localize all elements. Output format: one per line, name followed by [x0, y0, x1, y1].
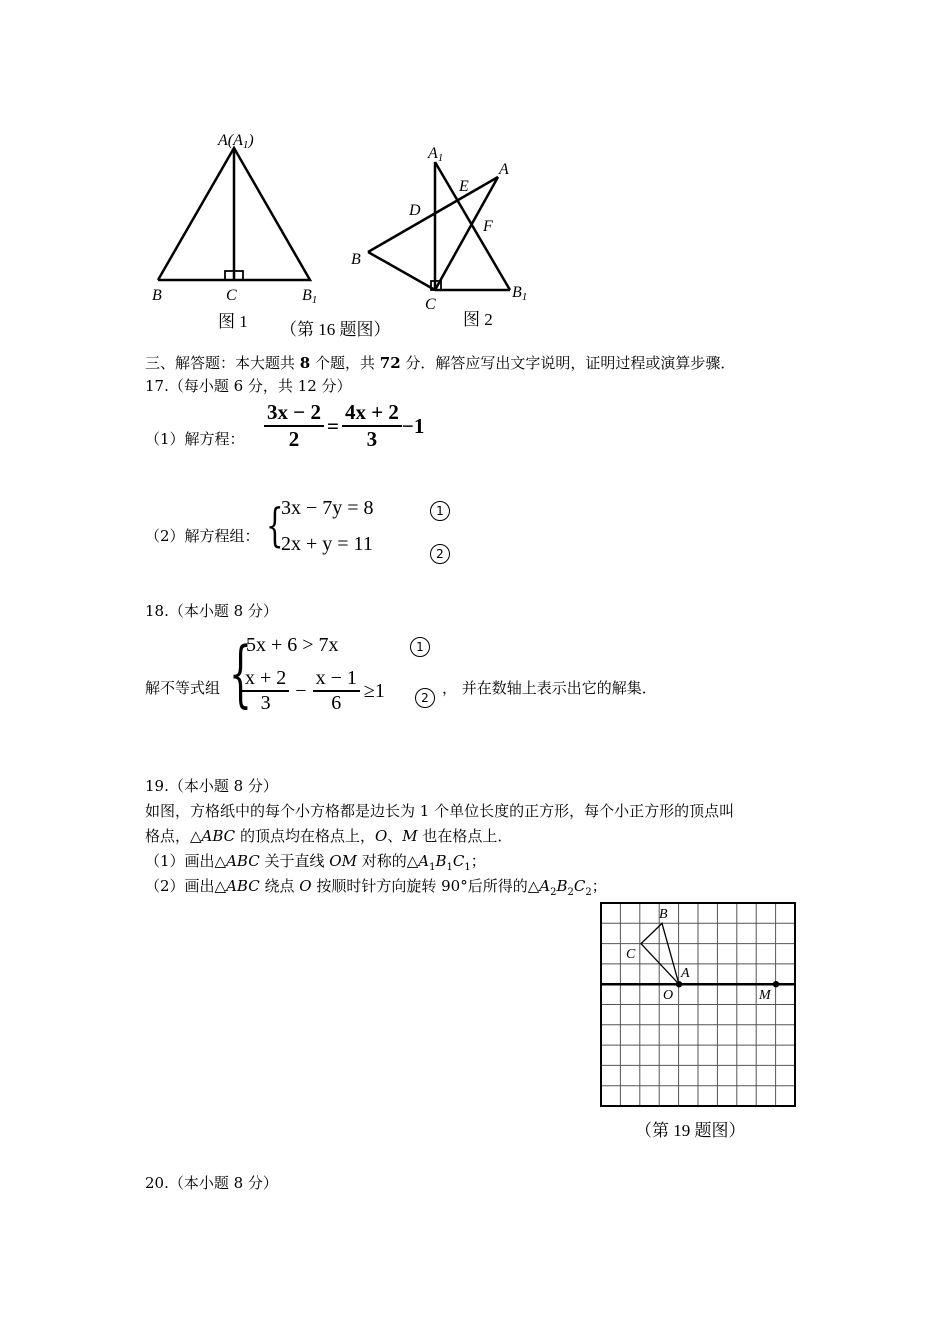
q19-line1: 如图，方格纸中的每个小方格都是边长为 1 个单位长度的正方形，每个小正方形的顶点叫 — [145, 802, 735, 820]
q19-line2: 格点，△ABC 的顶点均在格点上，O、M 也在格点上． — [145, 827, 513, 845]
q18-tail: ， 并在数轴上表示出它的解集． — [442, 679, 657, 697]
grid-label-B: B — [659, 907, 668, 922]
q18-label: 解不等式组 — [145, 679, 221, 697]
fig1-label-B1: B1 — [302, 287, 318, 306]
fig2-label-C: C — [425, 296, 436, 313]
fig2-label-E: E — [459, 178, 469, 195]
q17-equals: = — [326, 413, 339, 438]
fig2-label-D: D — [409, 202, 421, 219]
q18-f2-denominator: 6 — [331, 692, 342, 714]
q17-eq2: 2x + y = 11 — [281, 533, 373, 555]
q18-ineq2 — [242, 667, 385, 715]
section3-count: 8 — [299, 354, 311, 372]
fig1-label-A: A(A1) — [218, 132, 254, 151]
fig1-label-C: C — [226, 287, 237, 304]
q17-part1-equation — [264, 400, 424, 452]
fig2-label-B: B — [351, 251, 361, 268]
q17-right-fraction — [342, 400, 402, 452]
q17-eq1: 3x − 7y = 8 — [281, 497, 374, 519]
q17-left-numerator: 3x − 2 — [264, 400, 324, 427]
fig2-caption: 图 2 — [463, 310, 493, 329]
q18-f1-numerator: x + 2 — [242, 667, 289, 692]
q18-mark-1: 1 — [410, 637, 430, 657]
fig2-label-A1: A1 — [428, 145, 444, 164]
q17-right-numerator: 4x + 2 — [342, 400, 402, 427]
q18-mark-2: 2 — [415, 688, 435, 708]
grid-label-O: O — [663, 988, 674, 1003]
grid-label-M: M — [759, 988, 771, 1003]
section3-mid: 个题，共 — [310, 354, 380, 372]
q18-system-brace: { — [229, 631, 252, 715]
q17-minus-one: −1 — [401, 413, 425, 438]
fig1-label-B: B — [152, 287, 162, 304]
q19-part2: （2）画出△ABC 绕点 O 按顺时针方向旋转 90°后所得的$\triangle A_2B_2C_2$； — [145, 877, 607, 898]
q20-header: 20.（本小题 8 分） — [145, 1174, 278, 1192]
triangle-ABC — [641, 923, 679, 984]
fig16-caption: （第 16 题图） — [280, 320, 391, 339]
q19-part1: （1）画出△ABC 关于直线 OM 对称的$\triangle A_1B_1C_1$； — [145, 852, 486, 873]
point-O — [676, 981, 682, 987]
q17-header: 17.（每小题 6 分，共 12 分） — [145, 377, 352, 395]
q17-left-fraction — [264, 400, 324, 452]
q18-ineq1: 5x + 6 > 7x — [246, 634, 339, 656]
fig1-caption: 图 1 — [218, 312, 248, 331]
q18-minus: − — [295, 679, 307, 702]
figure-16 — [140, 125, 560, 345]
fig1-triangle — [158, 148, 310, 280]
q17-mark-2: 2 — [430, 544, 450, 564]
q18-header: 18.（本小题 8 分） — [145, 602, 278, 620]
q18-ge-one: ≥1 — [363, 679, 385, 702]
grid-lines — [601, 903, 795, 1106]
fig2-label-A: A — [499, 161, 509, 178]
q18-fraction-1 — [242, 667, 289, 715]
q17-left-denominator: 2 — [288, 427, 300, 451]
q19-caption: （第 19 题图） — [635, 1121, 746, 1140]
q18-f2-numerator: x − 1 — [313, 667, 360, 692]
q17-system-brace: { — [266, 498, 284, 552]
q17-part2-label: （2）解方程组： — [145, 527, 260, 545]
q19-grid-figure — [595, 898, 805, 1148]
q17-right-denominator: 3 — [366, 427, 378, 451]
section3-pre: 三、解答题：本大题共 — [145, 354, 300, 372]
section3-points: 72 — [379, 354, 401, 372]
grid-label-C: C — [626, 947, 636, 962]
fig2-label-F: F — [483, 218, 493, 235]
q18-f1-denominator: 3 — [260, 692, 271, 714]
fig2-label-B1: B1 — [512, 284, 528, 303]
point-M — [773, 981, 779, 987]
q18-fraction-2 — [313, 667, 360, 715]
grid-label-A: A — [681, 966, 690, 981]
q17-part1-label: （1）解方程： — [145, 430, 245, 448]
section3-heading — [145, 352, 735, 374]
q17-mark-1: 1 — [430, 501, 450, 521]
section3-post: 分．解答应写出文字说明，证明过程或演算步骤． — [400, 354, 736, 372]
q19-header: 19.（本小题 8 分） — [145, 777, 278, 795]
